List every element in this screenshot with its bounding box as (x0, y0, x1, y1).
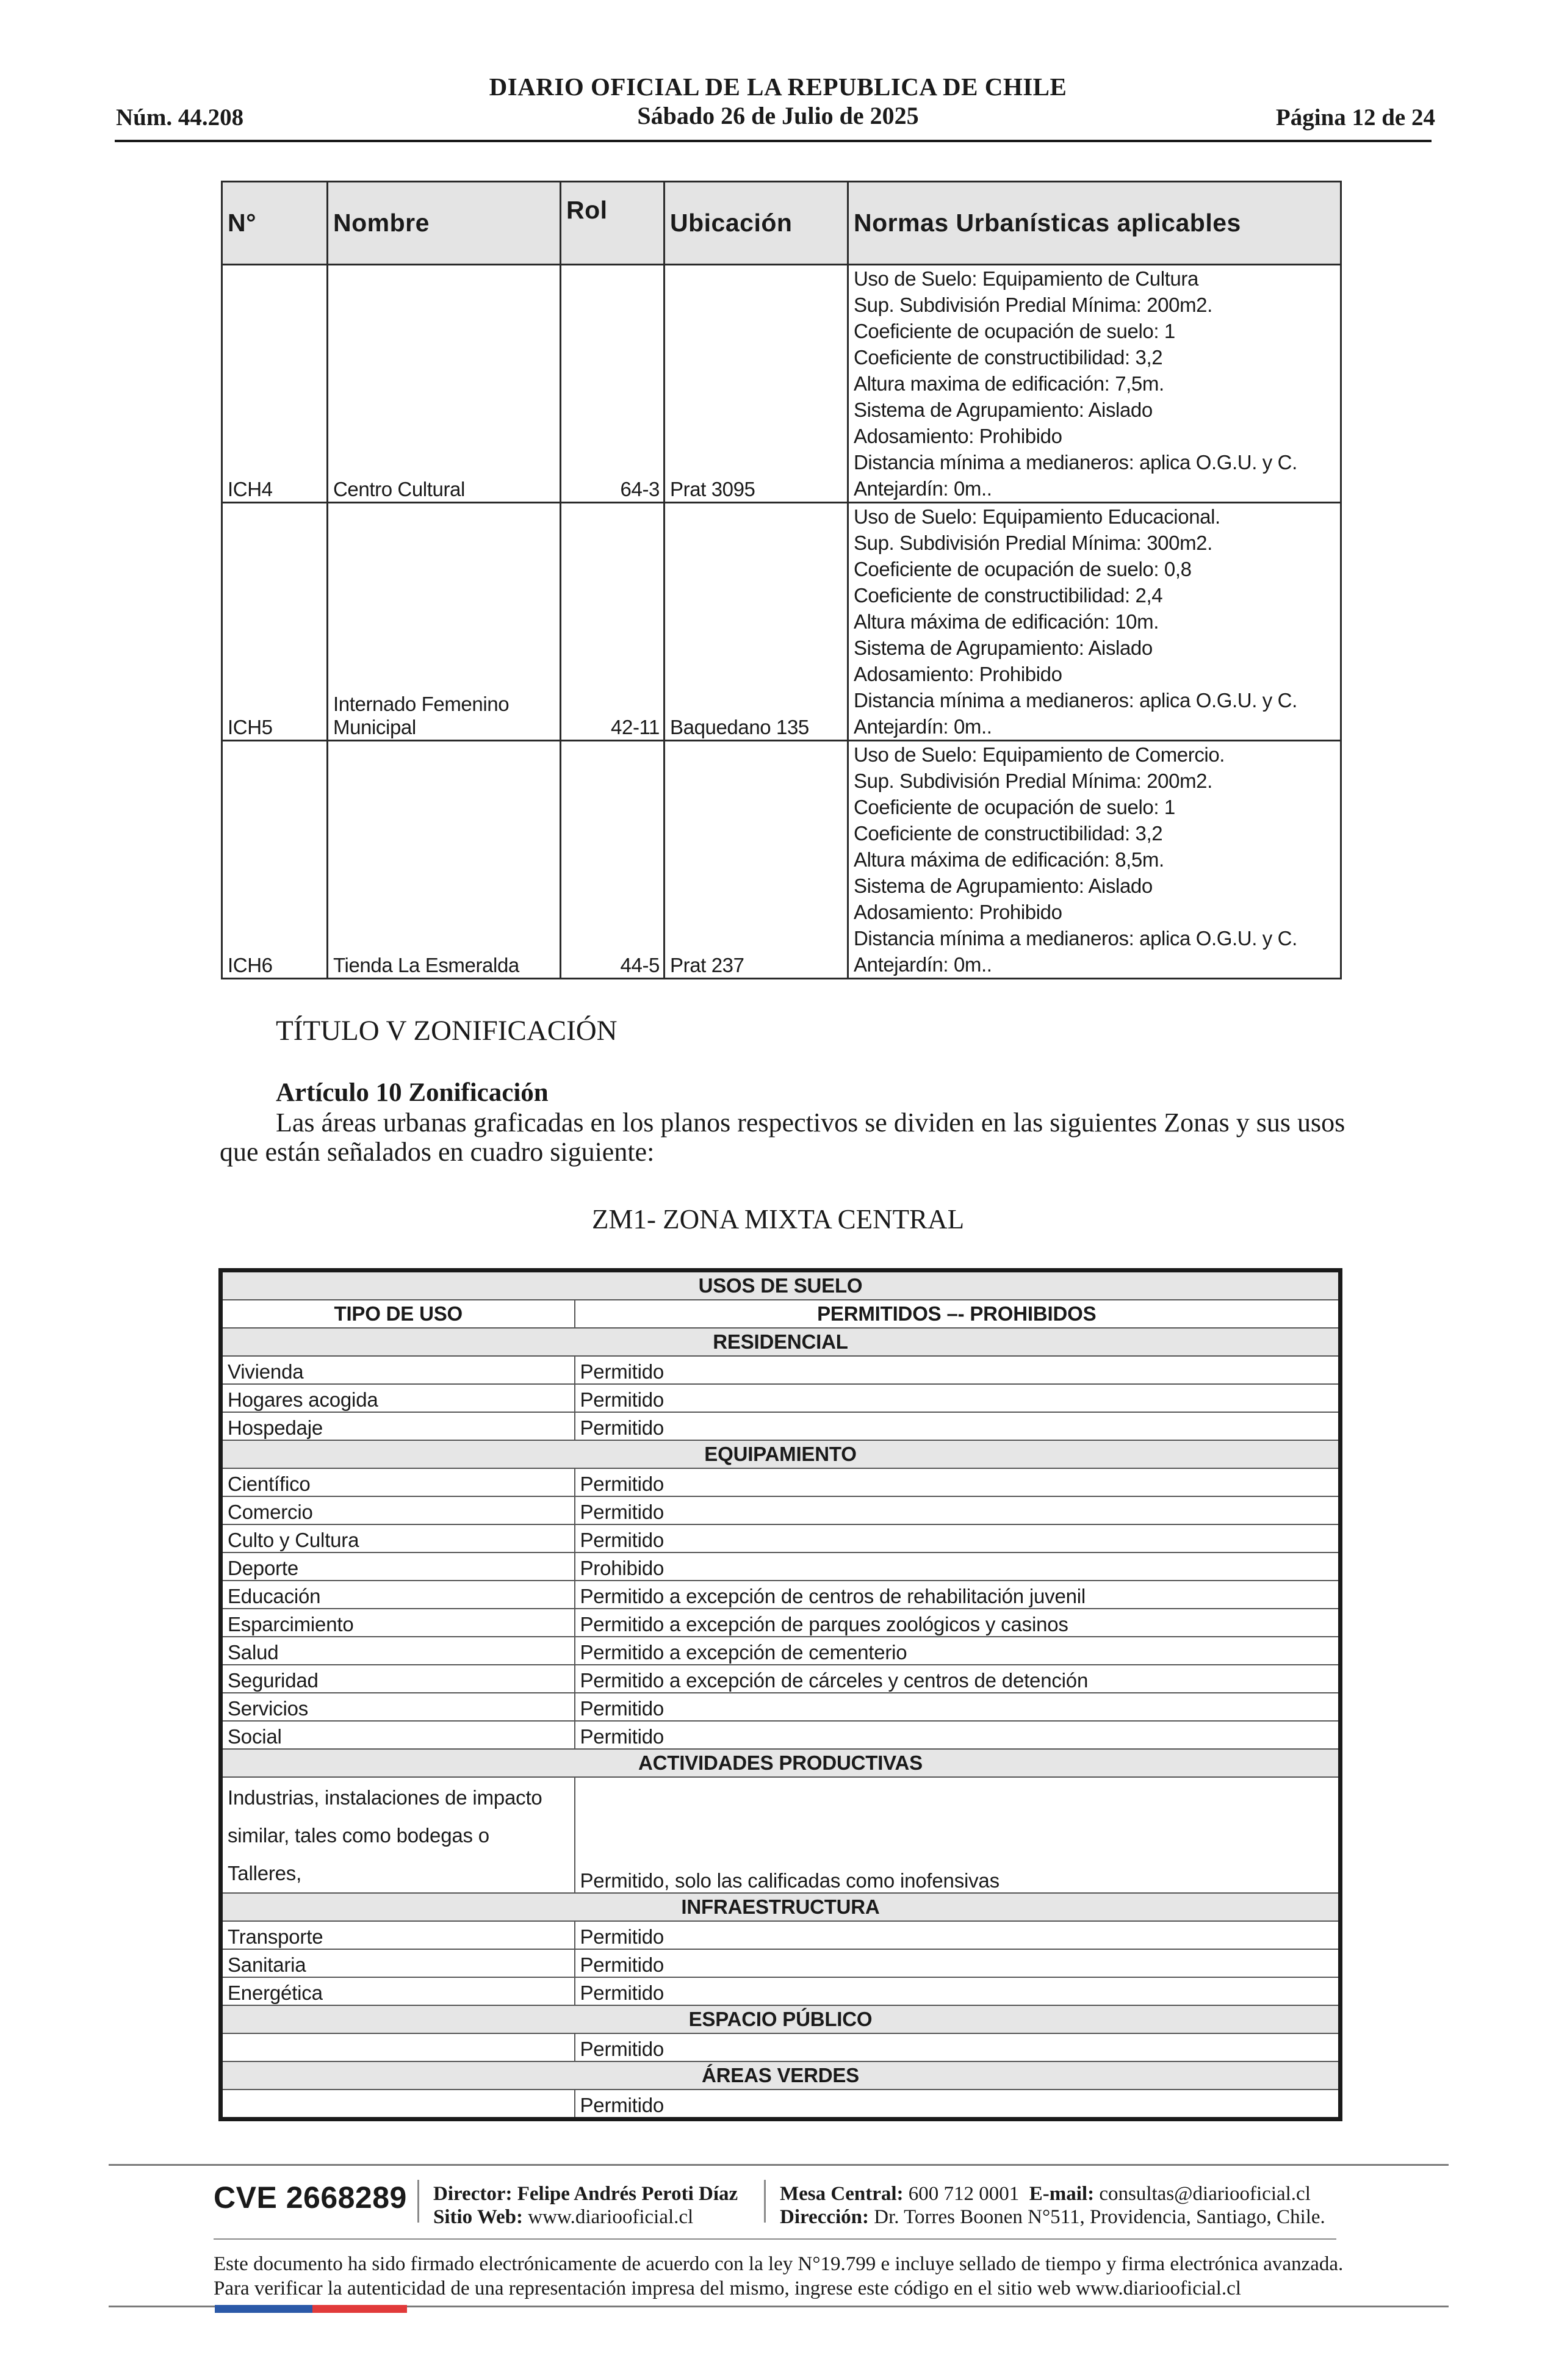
cell-tipo: Sanitaria (221, 1949, 575, 1977)
norma-line: Uso de Suelo: Equipamiento de Cultura (854, 267, 1198, 290)
cell-estado: Permitido, solo las calificadas como inofensivas (575, 1777, 1341, 1893)
cell-tipo: Científico (221, 1468, 575, 1496)
section-title: TÍTULO V ZONIFICACIÓN (276, 1015, 618, 1047)
norma-line: Distancia mínima a medianeros: aplica O.G.U. y C. (854, 927, 1297, 950)
cell-estado: Permitido (575, 1921, 1341, 1949)
cell-ubicacion: Baquedano 135 (665, 503, 848, 741)
tipo-line: similar, tales como bodegas o (228, 1824, 489, 1847)
table-row (221, 1637, 1341, 1665)
cell-rol: 44-5 (561, 741, 665, 979)
cell-estado: Permitido a excepción de parques zoológicos y casinos (575, 1609, 1341, 1637)
cell-estado: Permitido a excepción de cementerio (575, 1637, 1341, 1665)
norma-line: Distancia mínima a medianeros: aplica O.G.U. y C. (854, 689, 1297, 712)
cell-estado: Permitido (575, 1693, 1341, 1721)
cell-tipo (221, 2090, 575, 2119)
cell-tipo: Vivienda (221, 1356, 575, 1384)
norma-line: Sistema de Agrupamiento: Aislado (854, 398, 1153, 421)
page-number: Página 12 de 24 (1275, 104, 1435, 131)
cell-ubicacion: Prat 237 (665, 741, 848, 979)
table-row (221, 1977, 1341, 2005)
nombre-line: Municipal (333, 716, 416, 738)
norma-line: Distancia mínima a medianeros: aplica O.G.U. y C. (854, 451, 1297, 474)
cell-tipo: Social (221, 1721, 575, 1749)
table-row (221, 1693, 1341, 1721)
cell-tipo: Salud (221, 1637, 575, 1665)
cell-tipo: Hogares acogida (221, 1384, 575, 1412)
table-row (221, 1581, 1341, 1609)
cell-tipo: Transporte (221, 1921, 575, 1949)
cell-estado: Permitido (575, 1496, 1341, 1524)
cell-num: ICH5 (222, 503, 328, 741)
website-link[interactable]: www.diariooficial.cl (528, 2206, 694, 2228)
norma-line: Sup. Subdivisión Predial Mínima: 300m2. (854, 532, 1212, 554)
table-title-row (221, 1271, 1341, 1300)
cell-tipo: Servicios (221, 1693, 575, 1721)
cve-code: CVE 2668289 (214, 2180, 407, 2215)
cell-normas (848, 503, 1341, 741)
table-row (221, 1412, 1341, 1440)
usos-suelo-table (218, 1268, 1342, 2121)
cell-estado: Prohibido (575, 1552, 1341, 1581)
table-row (222, 503, 1341, 741)
issue-date: Sábado 26 de Julio de 2025 (637, 102, 919, 129)
cell-normas (848, 741, 1341, 979)
norma-line: Antejardín: 0m.. (854, 477, 992, 500)
col-header-num: N° (222, 182, 328, 265)
signature-notice: Este documento ha sido firmado electrónicamente de acuerdo con la ley N°19.799 e incluye sellado de tiempo y firma electrónica avanzada. Para verificar la autenticidad de una representación impresa del mismo, ingrese este código en el sitio web www.diariooficial.cl (214, 2253, 1344, 2299)
inmuebles-table (221, 181, 1342, 979)
footer-contact-block (780, 2182, 1325, 2229)
section-row (221, 1440, 1341, 1468)
norma-line: Sistema de Agrupamiento: Aislado (854, 636, 1153, 659)
table-row (221, 1496, 1341, 1524)
tipo-line: Talleres, (228, 1862, 302, 1884)
cell-tipo: Energética (221, 1977, 575, 2005)
norma-line: Altura máxima de edificación: 10m. (854, 610, 1159, 633)
table-row (221, 1665, 1341, 1693)
table-row (221, 2033, 1341, 2061)
norma-line: Adosamiento: Prohibido (854, 425, 1062, 447)
cell-estado: Permitido (575, 2033, 1341, 2061)
table-row (221, 1949, 1341, 1977)
cell-estado: Permitido a excepción de cárceles y centros de detención (575, 1665, 1341, 1693)
table-row (222, 265, 1341, 503)
table-row (222, 741, 1341, 979)
table-title: USOS DE SUELO (221, 1271, 1341, 1300)
norma-line: Coeficiente de constructibilidad: 3,2 (854, 346, 1163, 369)
table-row (221, 1468, 1341, 1496)
cell-estado: Permitido (575, 1468, 1341, 1496)
cell-tipo (221, 1777, 575, 1893)
zone-title: ZM1- ZONA MIXTA CENTRAL (591, 1204, 965, 1235)
table-row (221, 1524, 1341, 1552)
cell-tipo: Educación (221, 1581, 575, 1609)
header-divider (115, 140, 1432, 142)
table-row (221, 1356, 1341, 1384)
cell-nombre (328, 503, 561, 741)
cell-nombre (328, 741, 561, 979)
norma-line: Sup. Subdivisión Predial Mínima: 200m2. (854, 294, 1212, 316)
cell-estado: Permitido (575, 1977, 1341, 2005)
table-row (221, 1384, 1341, 1412)
col-header-nombre: Nombre (328, 182, 561, 265)
col-header-ubicacion: Ubicación (665, 182, 848, 265)
cell-tipo (221, 2033, 575, 2061)
norma-line: Coeficiente de constructibilidad: 3,2 (854, 822, 1163, 845)
col-header-tipo: TIPO DE USO (221, 1300, 575, 1328)
norma-line: Antejardín: 0m.. (854, 715, 992, 738)
cell-tipo: Esparcimiento (221, 1609, 575, 1637)
section-row (221, 1893, 1341, 1921)
section-heading: ESPACIO PÚBLICO (221, 2005, 1341, 2033)
norma-line: Uso de Suelo: Equipamiento de Comercio. (854, 743, 1225, 766)
email-label: E-mail: (1029, 2183, 1095, 2205)
norma-line: Coeficiente de constructibilidad: 2,4 (854, 584, 1163, 607)
newspaper-title: DIARIO OFICIAL DE LA REPUBLICA DE CHILE (489, 73, 1067, 101)
table-row (221, 1609, 1341, 1637)
mesa-label: Mesa Central: (780, 2183, 904, 2205)
cell-ubicacion: Prat 3095 (665, 265, 848, 503)
cell-estado: Permitido (575, 1384, 1341, 1412)
table-header-row (222, 182, 1341, 265)
footer-director-block (433, 2182, 738, 2229)
table-row (221, 1721, 1341, 1749)
norma-line: Adosamiento: Prohibido (854, 663, 1062, 685)
col-header-estado: PERMITIDOS –- PROHIBIDOS (575, 1300, 1341, 1328)
norma-line: Altura máxima de edificación: 8,5m. (854, 848, 1164, 871)
table-row (221, 1921, 1341, 1949)
footer-separator (764, 2180, 766, 2223)
issue-number: Núm. 44.208 (116, 104, 244, 131)
flag-stripe-blue (215, 2305, 312, 2313)
cell-num: ICH6 (222, 741, 328, 979)
cell-tipo: Culto y Cultura (221, 1524, 575, 1552)
section-row (221, 1328, 1341, 1356)
cell-tipo: Deporte (221, 1552, 575, 1581)
section-row (221, 2005, 1341, 2033)
norma-line: Adosamiento: Prohibido (854, 901, 1062, 923)
section-heading: INFRAESTRUCTURA (221, 1893, 1341, 1921)
cell-estado: Permitido a excepción de centros de rehabilitación juvenil (575, 1581, 1341, 1609)
nombre-line: Tienda La Esmeralda (333, 954, 519, 976)
cell-num: ICH4 (222, 265, 328, 503)
footer-divider (109, 2164, 1449, 2166)
col-header-rol: Rol (561, 182, 665, 265)
table-row (221, 2090, 1341, 2119)
section-row (221, 1749, 1341, 1777)
cell-tipo: Hospedaje (221, 1412, 575, 1440)
norma-line: Antejardín: 0m.. (854, 953, 992, 976)
article-paragraph: Las áreas urbanas graficadas en los planos respectivos se dividen en las siguientes Zonas y sus usos que están señalados en cuadro siguiente: (220, 1108, 1345, 1167)
mesa-phone: 600 712 0001 (908, 2183, 1020, 2205)
col-header-normas: Normas Urbanísticas aplicables (848, 182, 1341, 265)
norma-line: Sistema de Agrupamiento: Aislado (854, 874, 1153, 897)
nombre-line: Centro Cultural (333, 478, 465, 500)
table-row (221, 1777, 1341, 1893)
cell-tipo: Comercio (221, 1496, 575, 1524)
cell-estado: Permitido (575, 1949, 1341, 1977)
section-heading: ÁREAS VERDES (221, 2061, 1341, 2090)
norma-line: Uso de Suelo: Equipamiento Educacional. (854, 505, 1220, 528)
table-header-row (221, 1300, 1341, 1328)
tipo-line: Industrias, instalaciones de impacto (228, 1786, 542, 1809)
section-heading: ACTIVIDADES PRODUCTIVAS (221, 1749, 1341, 1777)
cell-normas (848, 265, 1341, 503)
norma-line: Altura maxima de edificación: 7,5m. (854, 372, 1164, 395)
director-name: Felipe Andrés Peroti Díaz (517, 2183, 738, 2205)
cell-nombre (328, 265, 561, 503)
footer-divider (214, 2238, 1336, 2240)
norma-line: Sup. Subdivisión Predial Mínima: 200m2. (854, 770, 1212, 792)
cell-estado: Permitido (575, 1356, 1341, 1384)
article-heading: Artículo 10 Zonificación (276, 1078, 549, 1107)
table-row (221, 1552, 1341, 1581)
section-heading: EQUIPAMIENTO (221, 1440, 1341, 1468)
email-link[interactable]: consultas@diariooficial.cl (1099, 2183, 1311, 2205)
footer-separator (417, 2180, 419, 2223)
cell-estado: Permitido (575, 1524, 1341, 1552)
cell-rol: 42-11 (561, 503, 665, 741)
cell-tipo: Seguridad (221, 1665, 575, 1693)
norma-line: Coeficiente de ocupación de suelo: 0,8 (854, 558, 1192, 580)
norma-line: Coeficiente de ocupación de suelo: 1 (854, 796, 1175, 818)
website-label: Sitio Web: (433, 2206, 524, 2228)
norma-line: Coeficiente de ocupación de suelo: 1 (854, 320, 1175, 342)
nombre-line: Internado Femenino (333, 693, 510, 715)
cell-rol: 64-3 (561, 265, 665, 503)
section-row (221, 2061, 1341, 2090)
address-text: Dr. Torres Boonen N°511, Providencia, Santiago, Chile. (874, 2206, 1325, 2228)
section-heading: RESIDENCIAL (221, 1328, 1341, 1356)
cell-estado: Permitido (575, 1721, 1341, 1749)
flag-stripe-red (312, 2305, 407, 2313)
cell-estado: Permitido (575, 2090, 1341, 2119)
cell-estado: Permitido (575, 1412, 1341, 1440)
address-label: Dirección: (780, 2206, 870, 2228)
director-label: Director: (433, 2183, 513, 2205)
